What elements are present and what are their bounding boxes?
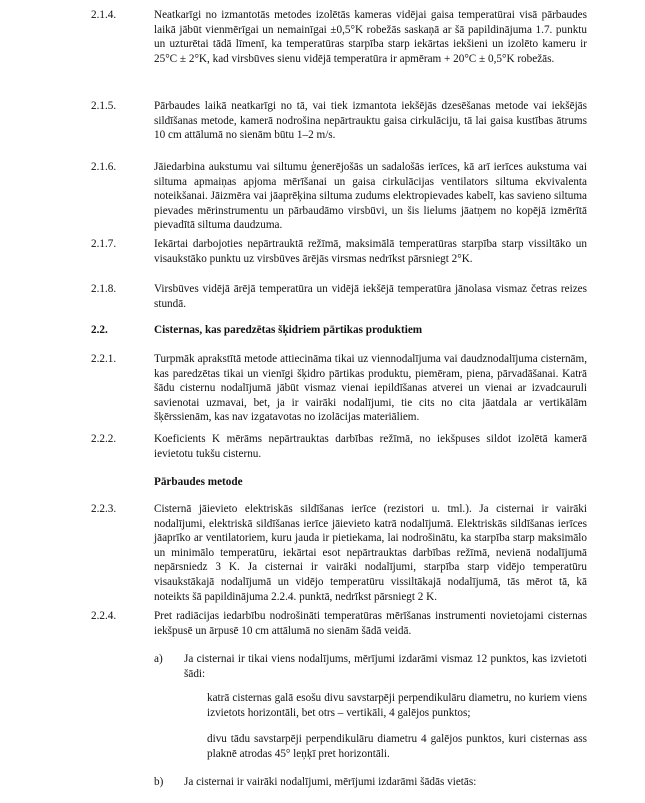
section-number: 2.2.2.	[91, 433, 117, 445]
sub-item-text: katrā cisternas galā esošu divu savstarpēji perpendikulāru diametru, no kuriem viens izvietots horizontāli, bet otrs – vertikāli, 4 galējos punktos;	[207, 692, 587, 719]
list-item-text: Ja cisternai ir tikai viens nodalījums, mērījumi izdarāmi vismaz 12 punktos, kas izvietoti šādi:	[184, 653, 587, 680]
section-text: Pret radiācijas iedarbību nodrošināti temperatūras mērīšanas instrumenti novietojami cisternas iekšpusē un ārpusē 10 cm attālumā no sienām šādā veidā.	[154, 610, 587, 637]
subsection-heading: Pārbaudes metode	[154, 476, 243, 488]
sub-item-text: divu tādu savstarpēji perpendikulāru diametru 4 galējos punktos, kuri cisternas ass plaknē atrodas 45° leņķī pret horizontāli.	[207, 733, 587, 760]
section-text: Pārbaudes laikā neatkarīgi no tā, vai tiek izmantota iekšējās dzesēšanas metode vai iekšējās sildīšanas metode, kamerā nodrošina nepārtrauktu gaisa cirkulāciju, tā lai gaisa kustības ātrums 10 cm attālumā no sienām būtu 1–2 m/s.	[154, 100, 587, 142]
section-number: 2.1.5.	[91, 100, 117, 112]
section-number: 2.1.6.	[91, 161, 117, 173]
section-text: Neatkarīgi no izmantotās metodes izolētās kameras vidējai gaisa temperatūrai visā pārbaudes laikā jābūt vienmērīgai un nemainīgai ±0,5°K robežās saskaņā ar šā papildinājuma 1.7. punktu un uzturētai tādā līmenī, ka temperatūras starpība starp iekārtas iekšieni un izolēto kameru ir 25°C ± 2°K, kad virsbūves sienu vidējā temperatūra ir apmēram + 20°C ± 0,5°K robežās.	[154, 9, 587, 65]
section-number: 2.2.	[91, 324, 108, 336]
list-item-text: Ja cisternai ir vairāki nodalījumi, mērījumi izdarāmi šādās vietās:	[184, 776, 477, 788]
section-number: 2.1.8.	[91, 283, 117, 295]
section-number: 2.2.4.	[91, 610, 117, 622]
section-text: Iekārtai darbojoties nepārtrauktā režīmā, maksimālā temperatūras starpība starp vissiltāko un visaukstāko punktu uz virsbūves ārējās virsmas nedrīkst pārsniegt 2°K.	[154, 238, 587, 265]
section-number: 2.2.1.	[91, 353, 117, 365]
section-text: Turpmāk aprakstītā metode attiecināma tikai uz viennodalījuma vai daudznodalījuma cisternām, kas paredzētas tikai un vienīgi šķidro pārtikas produktu, piemēram, piena, pārvadāšanai. Katrā šādu cisternu nodalījumā jābūt vismaz vienai iepildīšanas atverei un vienai ar izvadcauruli savienotai uzmavai, bet, ja ir vairāki nodalījumi, tie cits no cita jāatdala ar vertikālām šķērssienām, kas nav izgatavotas no izolācijas materiāliem.	[154, 353, 587, 424]
section-heading: Cisternas, kas paredzētas šķidriem pārtikas produktiem	[154, 324, 423, 336]
section-number: 2.1.7.	[91, 238, 117, 250]
section-text: Virsbūves vidējā ārējā temperatūra un vidējā iekšējā temperatūra jānolasa vismaz četras reizes stundā.	[154, 283, 587, 310]
section-text: Jāiedarbina aukstumu vai siltumu ģenerējošās un sadalošās ierīces, kā arī ierīces aukstuma vai siltuma apmaiņas apjoma mērīšanai un gaisa cirkulācijas ventilators siltuma ekvivalenta noteikšanai. Jāizmēra vai jāaprēķina siltuma zudums elektropievades kabelī, kas savieno siltuma pievades mērinstrumentu un pārbaudāmo virsbūvi, un šis lielums jāatņem no kopējā izmērītā pievadītā siltuma daudzuma.	[154, 161, 587, 232]
section-text: Cisternā jāievieto elektriskās sildīšanas ierīce (rezistori u. tml.). Ja cisternai ir vairāki nodalījumi, elektriskā sildīšanas ierīce jāievieto katrā nodalījumā. Elektriskās sildīšanas ierīces jāaprīko ar ventilatoriem, kuru jauda ir pietiekama, lai nodrošinātu, ka starpība starp maksimālo un minimālo temperatūru, iekārtai esot nepārtrauktas darbības režīmā, nevienā nodalījumā nepārsniedz 3 K. Ja cisternai ir vairāki nodalījumi, starpība starp vidējo temperatūru visaukstākajā nodalījumā un vidējo temperatūru vissiltākajā nodalījumā, tās mērot tā, kā noteikts šā papildinājuma 2.2.4. punktā, nedrīkst pārsniegt 2 K.	[154, 503, 587, 603]
section-number: 2.2.3.	[91, 503, 117, 515]
section-number: 2.1.4.	[91, 9, 117, 21]
list-letter: a)	[154, 653, 163, 665]
list-letter: b)	[154, 776, 164, 788]
section-text: Koeficients K mērāms nepārtrauktas darbības režīmā, no iekšpuses sildot izolētā kamerā ievietotu tukšu cisternu.	[154, 433, 587, 460]
